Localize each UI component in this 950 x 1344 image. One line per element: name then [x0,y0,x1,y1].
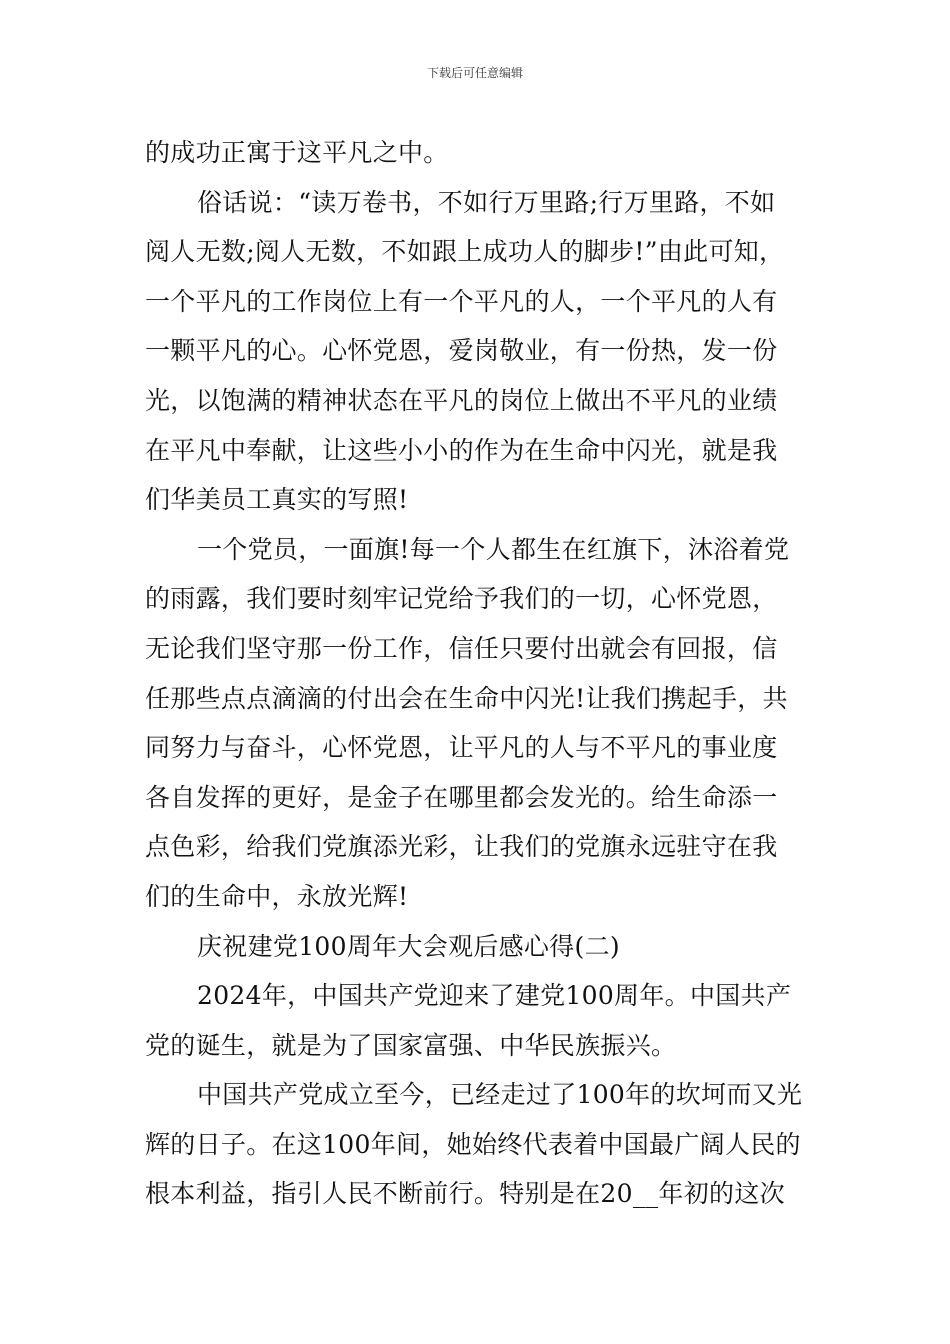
text-line: 们的生命中，永放光辉! [145,881,409,911]
text-line: 阅人无数;阅人无数，不如跟上成功人的脚步!”由此可知， [145,237,785,267]
text-line: 任那些点点滴滴的付出会在生命中闪光!让我们携起手，共 [145,683,788,713]
text-line: 党的诞生，就是为了国家富强、中华民族振兴。 [145,1030,677,1060]
text-line: 一个平凡的工作岗位上有一个平凡的人，一个平凡的人有 [145,286,778,316]
text-line: 一颗平凡的心。心怀党恩，爱岗敬业，有一份热，发一份 [145,336,778,366]
text-line: 俗话说：“读万卷书，不如行万里路;行万里路，不如 [197,187,776,217]
text-line: 根本利益，指引人民不断前行。特别是在20__年初的这次 [145,1179,785,1209]
text-line: 的成功正寓于这平凡之中。 [145,138,449,167]
text-line: 的雨露，我们要时刻牢记党给予我们的一切，心怀党恩， [145,584,778,614]
text-line: 各自发挥的更好，是金子在哪里都会发光的。给生命添一 [145,782,778,812]
text-line: 们华美员工真实的写照! [145,485,409,515]
text-line: 光，以饱满的精神状态在平凡的岗位上做出不平凡的业绩 [145,385,778,415]
page-header: 下载后可任意编辑 [426,66,523,80]
text-line: 无论我们坚守那一份工作，信任只要付出就会有回报，信 [145,633,778,663]
text-line: 一个党员，一面旗!每一个人都生在红旗下，沐浴着党 [197,534,790,564]
text-line: 2024年，中国共产党迎来了建党100周年。中国共产 [197,981,792,1011]
text-line: 同努力与奋斗，心怀党恩，让平凡的人与不平凡的事业度 [145,733,778,763]
document-body [145,128,835,1219]
text-line: 辉的日子。在这100年间，她始终代表着中国最广阔人民的 [145,1129,801,1159]
text-line: 中国共产党成立至今，已经走过了100年的坎坷而又光 [197,1080,803,1110]
text-line: 点色彩，给我们党旗添光彩，让我们的党旗永远驻守在我 [145,832,778,862]
section-heading: 庆祝建党100周年大会观后感心得(二) [197,931,620,961]
text-line: 在平凡中奉献，让这些小小的作为在生命中闪光，就是我 [145,435,778,465]
